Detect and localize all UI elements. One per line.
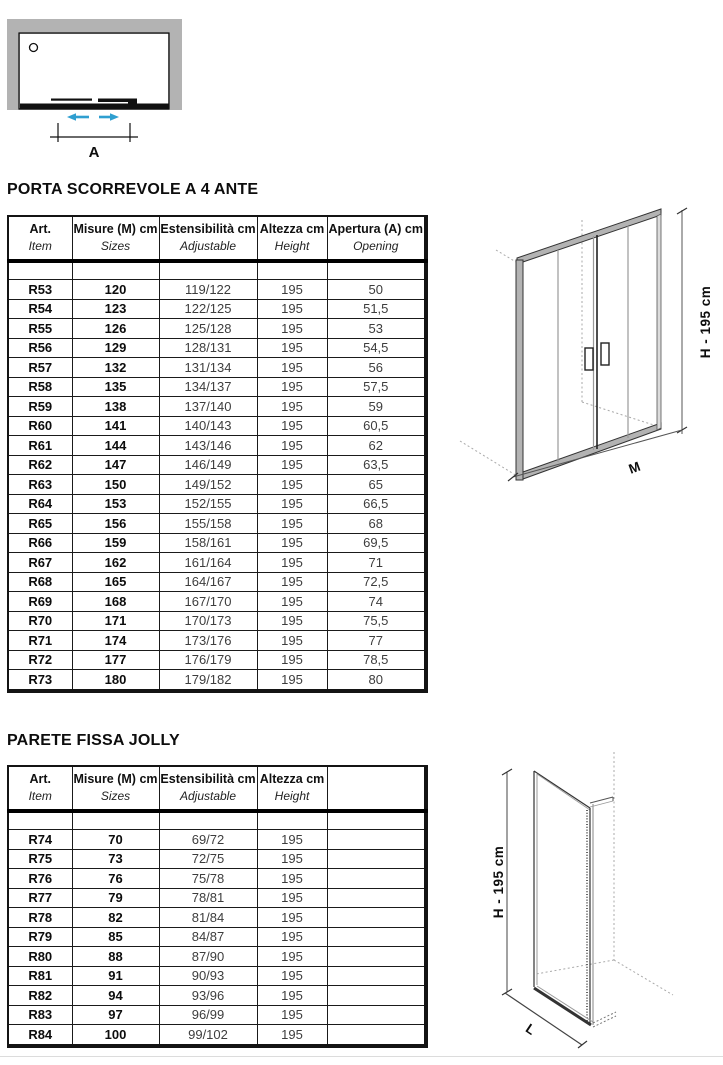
section-title-fixed-wall: PARETE FISSA JOLLY (7, 732, 180, 749)
table-cell: R58 (8, 377, 72, 397)
table-cell: 195 (257, 377, 327, 397)
table-cell: 174 (72, 631, 159, 651)
table-row (8, 436, 426, 456)
col-header-apertura: Apertura (A) cm Opening (327, 216, 426, 261)
enclosure-outline (19, 33, 169, 109)
table-cell: 158/161 (159, 533, 257, 553)
table-cell (327, 908, 426, 928)
table-row (8, 397, 426, 417)
table-cell (327, 947, 426, 967)
table-cell: 71 (327, 553, 426, 573)
arrow-right-head (110, 113, 119, 121)
table-cell: R70 (8, 611, 72, 631)
table-row (8, 514, 426, 534)
table-cell: R60 (8, 416, 72, 436)
table-cell: R59 (8, 397, 72, 417)
table-cell: 78/81 (159, 888, 257, 908)
table-cell: 195 (257, 455, 327, 475)
table-cell: 84/87 (159, 927, 257, 947)
table-cell: R53 (8, 280, 72, 300)
table-cell: R66 (8, 533, 72, 553)
table-cell: R65 (8, 514, 72, 534)
table-cell: R55 (8, 319, 72, 339)
table-row (8, 319, 426, 339)
col-header-altezza: Altezza cm Height (257, 766, 327, 811)
table-row (8, 280, 426, 300)
door-frame-top (517, 209, 661, 264)
table-cell: R67 (8, 553, 72, 573)
table-cell: 195 (257, 494, 327, 514)
table-cell: R73 (8, 670, 72, 691)
table-row (8, 338, 426, 358)
table-cell: 131/134 (159, 358, 257, 378)
table-cell: 132 (72, 358, 159, 378)
table-cell: R63 (8, 475, 72, 495)
table-cell: 122/125 (159, 299, 257, 319)
table-cell: 195 (257, 869, 327, 889)
table-cell (327, 1025, 426, 1046)
col-header-art: Art. Item (8, 766, 72, 811)
table-cell: 195 (257, 514, 327, 534)
table-cell: 195 (257, 475, 327, 495)
table-cell: 81/84 (159, 908, 257, 928)
glass-panel (534, 771, 590, 1023)
table-cell: 77 (327, 631, 426, 651)
wall-top (7, 19, 182, 32)
table-cell: 72/75 (159, 849, 257, 869)
table-cell: 195 (257, 830, 327, 850)
table-cell: 62 (327, 436, 426, 456)
table-cell: R77 (8, 888, 72, 908)
table-row (8, 475, 426, 495)
table-cell: 195 (257, 397, 327, 417)
fixed-wall-table (7, 765, 428, 1048)
table-cell: 146/149 (159, 455, 257, 475)
table-row (8, 908, 426, 928)
table-row (8, 670, 426, 691)
col-header-misure: Misure (M) cm Sizes (72, 766, 159, 811)
table-cell: 167/170 (159, 592, 257, 612)
table-cell: 195 (257, 592, 327, 612)
table-cell: 75/78 (159, 869, 257, 889)
table-row (8, 553, 426, 573)
table-cell: R54 (8, 299, 72, 319)
table-row (8, 299, 426, 319)
table-cell: 195 (257, 849, 327, 869)
table-cell: 128/131 (159, 338, 257, 358)
table-cell (327, 986, 426, 1006)
handle-right-icon (601, 343, 609, 365)
table-cell: 152/155 (159, 494, 257, 514)
table-cell: R76 (8, 869, 72, 889)
table-cell: 57,5 (327, 377, 426, 397)
table-cell: 195 (257, 927, 327, 947)
table-cell: 134/137 (159, 377, 257, 397)
wall-right (170, 19, 182, 110)
table-cell: R64 (8, 494, 72, 514)
table-cell: R57 (8, 358, 72, 378)
table-cell: 147 (72, 455, 159, 475)
table-cell: 149/152 (159, 475, 257, 495)
slide-direction-arrows (67, 113, 119, 121)
arrow-left-head (67, 113, 76, 121)
table-cell: 144 (72, 436, 159, 456)
table-cell: 68 (327, 514, 426, 534)
table-cell: 75,5 (327, 611, 426, 631)
fixed-wall-diagram (460, 740, 723, 1065)
table-header (8, 216, 426, 261)
table-cell: 150 (72, 475, 159, 495)
door-frame-right (657, 214, 661, 430)
table-cell: R71 (8, 631, 72, 651)
table-row (8, 869, 426, 889)
table-row (8, 455, 426, 475)
table-row (8, 358, 426, 378)
table-cell: 177 (72, 650, 159, 670)
table-cell: 99/102 (159, 1025, 257, 1046)
table-cell (327, 830, 426, 850)
table-cell: 195 (257, 572, 327, 592)
table-cell: 96/99 (159, 1005, 257, 1025)
table-cell (327, 888, 426, 908)
table-cell: 143/146 (159, 436, 257, 456)
table-cell: 176/179 (159, 650, 257, 670)
table-row (8, 947, 426, 967)
table-cell: 195 (257, 966, 327, 986)
table-cell: 170/173 (159, 611, 257, 631)
height-dimension-label: H - 195 cm (698, 285, 713, 359)
col-header-empty (327, 766, 426, 811)
table-cell: 195 (257, 338, 327, 358)
table-cell: 138 (72, 397, 159, 417)
table-cell: 179/182 (159, 670, 257, 691)
table-cell: 161/164 (159, 553, 257, 573)
table-cell: 195 (257, 436, 327, 456)
table-cell: 153 (72, 494, 159, 514)
table-cell: 93/96 (159, 986, 257, 1006)
table-row (8, 377, 426, 397)
table-cell (327, 1005, 426, 1025)
table-cell: 91 (72, 966, 159, 986)
sliding-door-diagram (460, 200, 723, 505)
table-cell: 137/140 (159, 397, 257, 417)
table-cell: 50 (327, 280, 426, 300)
sliding-door-table (7, 215, 428, 693)
table-cell (327, 869, 426, 889)
table-cell: 70 (72, 830, 159, 850)
table-cell: 59 (327, 397, 426, 417)
table-cell: 76 (72, 869, 159, 889)
table-cell: 94 (72, 986, 159, 1006)
table-header (8, 766, 426, 811)
table-cell: 156 (72, 514, 159, 534)
table-cell: R62 (8, 455, 72, 475)
table-row (8, 888, 426, 908)
table-cell: 195 (257, 358, 327, 378)
table-row (8, 592, 426, 612)
table-row (8, 927, 426, 947)
door-frame-left (516, 260, 523, 480)
table-cell: R78 (8, 908, 72, 928)
table-cell: 195 (257, 631, 327, 651)
table-cell: 195 (257, 416, 327, 436)
table-cell: 120 (72, 280, 159, 300)
table-cell: 164/167 (159, 572, 257, 592)
table-cell: 87/90 (159, 947, 257, 967)
table-cell: 173/176 (159, 631, 257, 651)
table-cell: R61 (8, 436, 72, 456)
table-cell: R80 (8, 947, 72, 967)
table-cell: 97 (72, 1005, 159, 1025)
table-cell (327, 966, 426, 986)
table-cell: 82 (72, 908, 159, 928)
table-row (8, 830, 426, 850)
projection-dashes (536, 752, 673, 995)
table-cell: 195 (257, 670, 327, 691)
table-cell: 195 (257, 908, 327, 928)
table-cell: R72 (8, 650, 72, 670)
table-cell: 195 (257, 986, 327, 1006)
wall-left (7, 19, 18, 110)
table-cell: 162 (72, 553, 159, 573)
table-row (8, 849, 426, 869)
table-cell: 171 (72, 611, 159, 631)
table-cell: R81 (8, 966, 72, 986)
table-cell: 79 (72, 888, 159, 908)
table-row (8, 1005, 426, 1025)
table-cell: 195 (257, 888, 327, 908)
table-cell: 72,5 (327, 572, 426, 592)
table-cell: 168 (72, 592, 159, 612)
table-cell (327, 927, 426, 947)
table-cell: 100 (72, 1025, 159, 1046)
table-cell: 195 (257, 947, 327, 967)
table-cell: 195 (257, 280, 327, 300)
table-cell: 129 (72, 338, 159, 358)
table-cell: 88 (72, 947, 159, 967)
table-row (8, 986, 426, 1006)
page-bottom-rule (0, 1056, 723, 1057)
table-cell: R75 (8, 849, 72, 869)
table-cell: 195 (257, 650, 327, 670)
table-cell: R74 (8, 830, 72, 850)
fixed-wall-rows (8, 830, 426, 1046)
table-row (8, 533, 426, 553)
table-row (8, 650, 426, 670)
door-track (20, 104, 169, 109)
opening-dimension (50, 123, 138, 142)
table-cell: 51,5 (327, 299, 426, 319)
table-cell: 195 (257, 1005, 327, 1025)
table-row (8, 631, 426, 651)
height-dimension (677, 208, 713, 434)
table-cell: R79 (8, 927, 72, 947)
table-cell: 195 (257, 533, 327, 553)
table-cell: 119/122 (159, 280, 257, 300)
table-cell: 123 (72, 299, 159, 319)
table-row (8, 572, 426, 592)
top-view-diagram (7, 10, 192, 160)
table-cell: 69,5 (327, 533, 426, 553)
section-title-sliding-door: PORTA SCORREVOLE A 4 ANTE (7, 181, 259, 198)
col-header-estensibilita: Estensibilità cm Adjustable (159, 216, 257, 261)
col-header-art: Art. Item (8, 216, 72, 261)
table-cell: 74 (327, 592, 426, 612)
sliding-door-rows (8, 280, 426, 691)
table-cell: 195 (257, 1025, 327, 1046)
table-row (8, 416, 426, 436)
table-cell: 65 (327, 475, 426, 495)
wall-profile (587, 797, 616, 1027)
col-header-misure: Misure (M) cm Sizes (72, 216, 159, 261)
height-dimension (491, 769, 512, 995)
table-cell: 53 (327, 319, 426, 339)
table-cell (327, 849, 426, 869)
table-cell: 195 (257, 553, 327, 573)
table-cell: R83 (8, 1005, 72, 1025)
table-cell: 195 (257, 299, 327, 319)
table-cell: 180 (72, 670, 159, 691)
table-row (8, 966, 426, 986)
height-dimension-label: H - 195 cm (491, 845, 506, 919)
table-cell: 78,5 (327, 650, 426, 670)
table-row (8, 611, 426, 631)
col-header-altezza: Altezza cm Height (257, 216, 327, 261)
opening-dimension-label: A (88, 144, 100, 161)
table-cell: 69/72 (159, 830, 257, 850)
table-cell: 85 (72, 927, 159, 947)
table-cell: 73 (72, 849, 159, 869)
col-header-estensibilita: Estensibilità cm Adjustable (159, 766, 257, 811)
drain-icon (30, 44, 38, 52)
table-cell: R68 (8, 572, 72, 592)
width-dimension-label: M (626, 458, 643, 477)
table-cell: 125/128 (159, 319, 257, 339)
table-cell: 60,5 (327, 416, 426, 436)
table-cell: R56 (8, 338, 72, 358)
glass-panel-lines (558, 226, 628, 462)
table-cell: R69 (8, 592, 72, 612)
table-cell: 155/158 (159, 514, 257, 534)
table-cell: 54,5 (327, 338, 426, 358)
table-cell: 140/143 (159, 416, 257, 436)
table-cell: R82 (8, 986, 72, 1006)
table-cell: 80 (327, 670, 426, 691)
table-cell: 135 (72, 377, 159, 397)
table-cell: 159 (72, 533, 159, 553)
table-cell: 66,5 (327, 494, 426, 514)
table-cell: 56 (327, 358, 426, 378)
sliding-panel-left (51, 99, 92, 101)
table-cell: 141 (72, 416, 159, 436)
handle-left-icon (585, 348, 593, 370)
depth-dimension (505, 993, 587, 1048)
table-cell: 90/93 (159, 966, 257, 986)
table-cell: R84 (8, 1025, 72, 1046)
spacer-row (8, 811, 426, 830)
table-cell: 195 (257, 319, 327, 339)
table-cell: 126 (72, 319, 159, 339)
spacer-row (8, 261, 426, 280)
table-cell: 195 (257, 611, 327, 631)
table-cell: 165 (72, 572, 159, 592)
depth-dimension-label: L (522, 1020, 539, 1038)
table-row (8, 1025, 426, 1046)
table-row (8, 494, 426, 514)
table-cell: 63,5 (327, 455, 426, 475)
